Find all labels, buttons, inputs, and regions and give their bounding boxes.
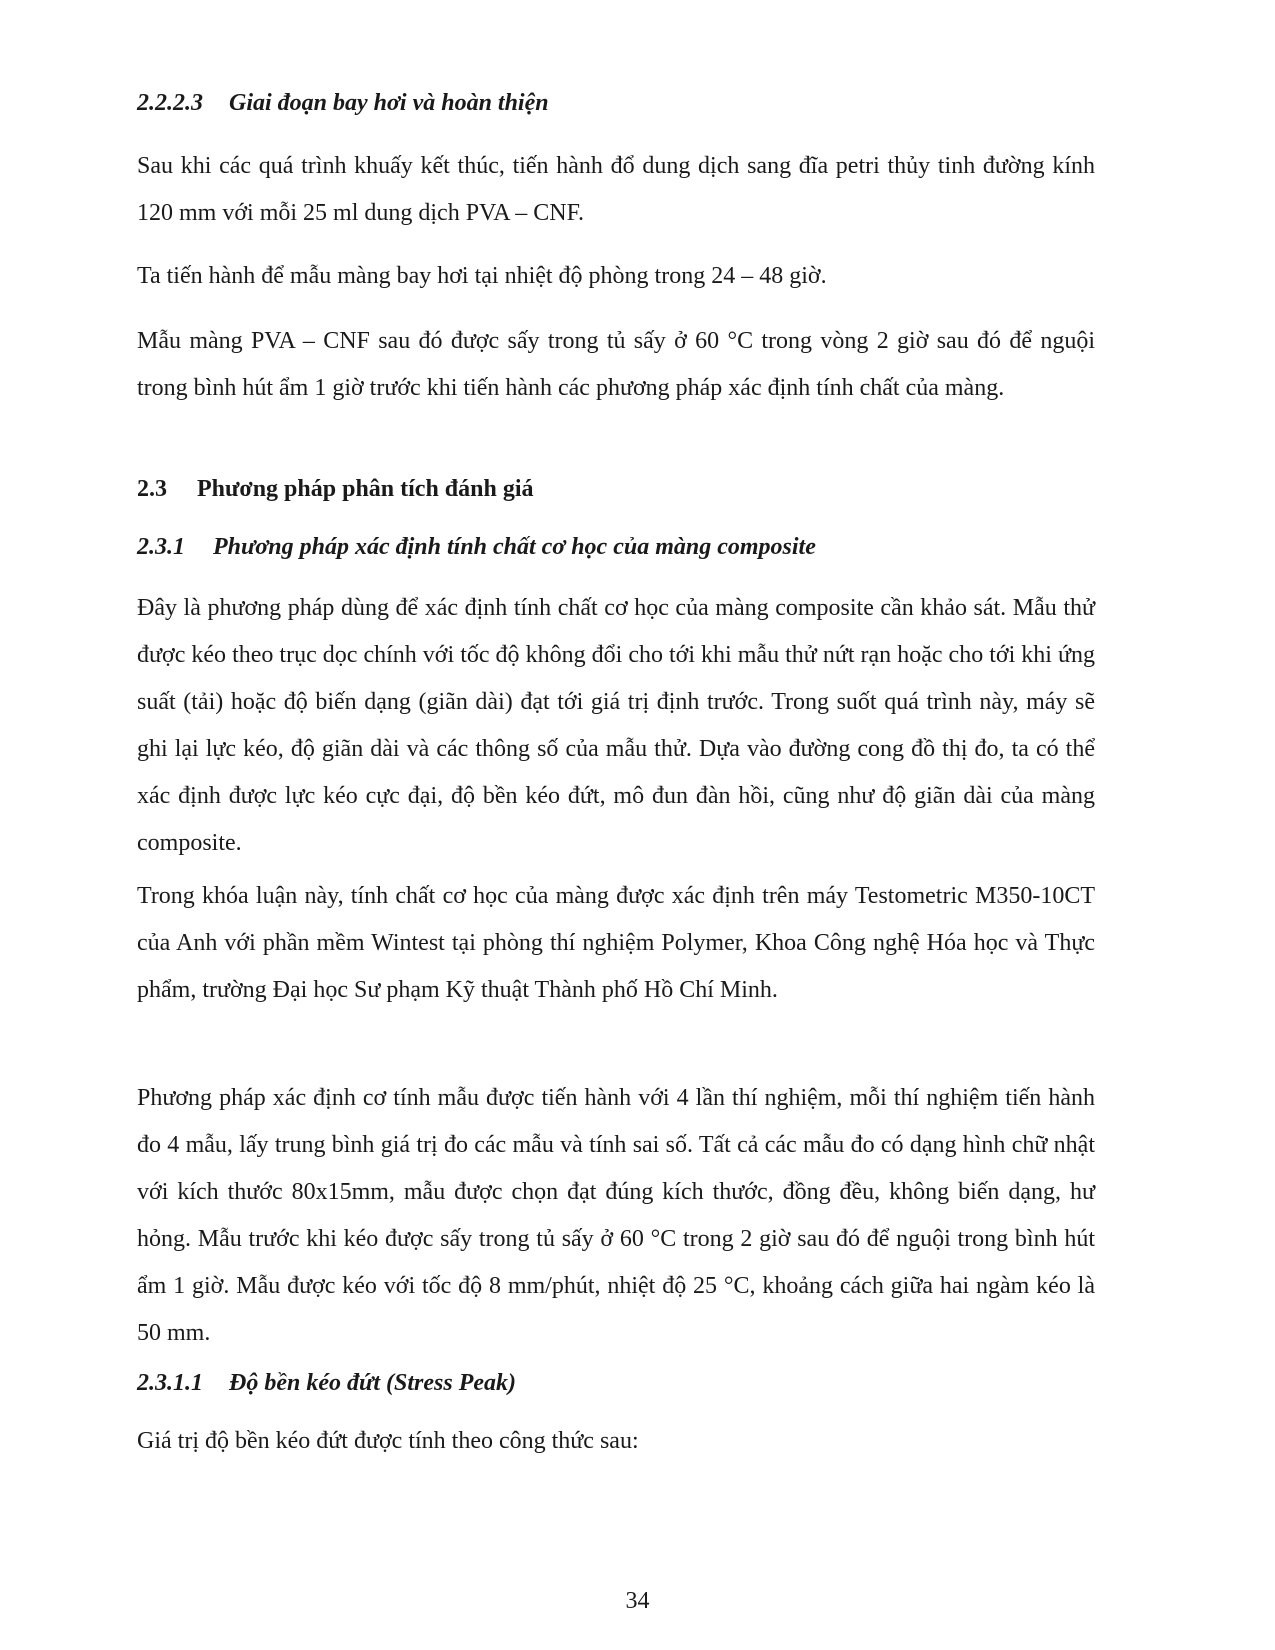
paragraph-evaporation-2: Ta tiến hành để mẫu màng bay hơi tại nhiệt độ phòng trong 24 – 48 giờ. <box>137 263 827 289</box>
paragraph-evaporation-1: Sau khi các quá trình khuấy kết thúc, tiến hành đổ dung dịch sang đĩa petri thủy tinh đường kính 120 mm với mỗi 25 ml dung dịch PVA – CNF. <box>137 153 1095 226</box>
section-title: Phương pháp phân tích đánh giá <box>197 476 534 502</box>
subsection-heading-2-3-1 <box>137 524 1095 571</box>
page-number: 34 <box>625 1588 650 1614</box>
heading-2-2-2-3 <box>137 80 1095 127</box>
heading-title: Giai đoạn bay hơi và hoàn thiện <box>229 90 549 116</box>
paragraph-equipment: Trong khóa luận này, tính chất cơ học của màng được xác định trên máy Testometric M350-10CT của Anh với phần mềm Wintest tại phòng thí nghiệm Polymer, Khoa Công nghệ Hóa học và Thực phẩm, trường Đại học Sư phạm Kỹ thuật Thành phố Hồ Chí Minh. <box>137 883 1095 1003</box>
section-heading-2-3 <box>137 466 1095 513</box>
heading-title: Độ bền kéo đứt (Stress Peak) <box>229 1370 517 1396</box>
paragraph-formula-intro: Giá trị độ bền kéo đứt được tính theo công thức sau: <box>137 1428 639 1454</box>
section-number: 2.3 <box>137 476 167 502</box>
paragraph-mechanical-method: Đây là phương pháp dùng để xác định tính chất cơ học của màng composite cần khảo sát. Mẫu thử được kéo theo trục dọc chính với tốc độ không đổi cho tới khi mẫu thử nứt rạn hoặc cho tới khi ứng suất (tải) hoặc độ biến dạng (giãn dài) đạt tới giá trị định trước. Trong suốt quá trình này, máy sẽ ghi lại lực kéo, độ giãn dài và các thông số của mẫu thử. Dựa vào đường cong đồ thị đo, ta có thể xác định được lực kéo cực đại, độ bền kéo đứt, mô đun đàn hồi, cũng như độ giãn dài của màng composite. <box>137 595 1095 856</box>
heading-number: 2.3.1.1 <box>137 1370 203 1396</box>
subsection-title: Phương pháp xác định tính chất cơ học của màng composite <box>213 534 816 560</box>
paragraph-evaporation-3: Mẫu màng PVA – CNF sau đó được sấy trong tủ sấy ở 60 °C trong vòng 2 giờ sau đó để nguội trong bình hút ẩm 1 giờ trước khi tiến hành các phương pháp xác định tính chất của màng. <box>137 328 1095 401</box>
heading-number: 2.2.2.3 <box>137 90 203 116</box>
heading-2-3-1-1 <box>137 1360 1095 1407</box>
paragraph-procedure: Phương pháp xác định cơ tính mẫu được tiến hành với 4 lần thí nghiệm, mỗi thí nghiệm tiến hành đo 4 mẫu, lấy trung bình giá trị đo các mẫu và tính sai số. Tất cả các mẫu đo có dạng hình chữ nhật với kích thước 80x15mm, mẫu được chọn đạt đúng kích thước, đồng đều, không biến dạng, hư hỏng. Mẫu trước khi kéo được sấy trong tủ sấy ở 60 °C trong 2 giờ sau đó để nguội trong bình hút ẩm 1 giờ. Mẫu được kéo với tốc độ 8 mm/phút, nhiệt độ 25 °C, khoảng cách giữa hai ngàm kéo là 50 mm. <box>137 1085 1095 1346</box>
subsection-number: 2.3.1 <box>137 534 185 560</box>
